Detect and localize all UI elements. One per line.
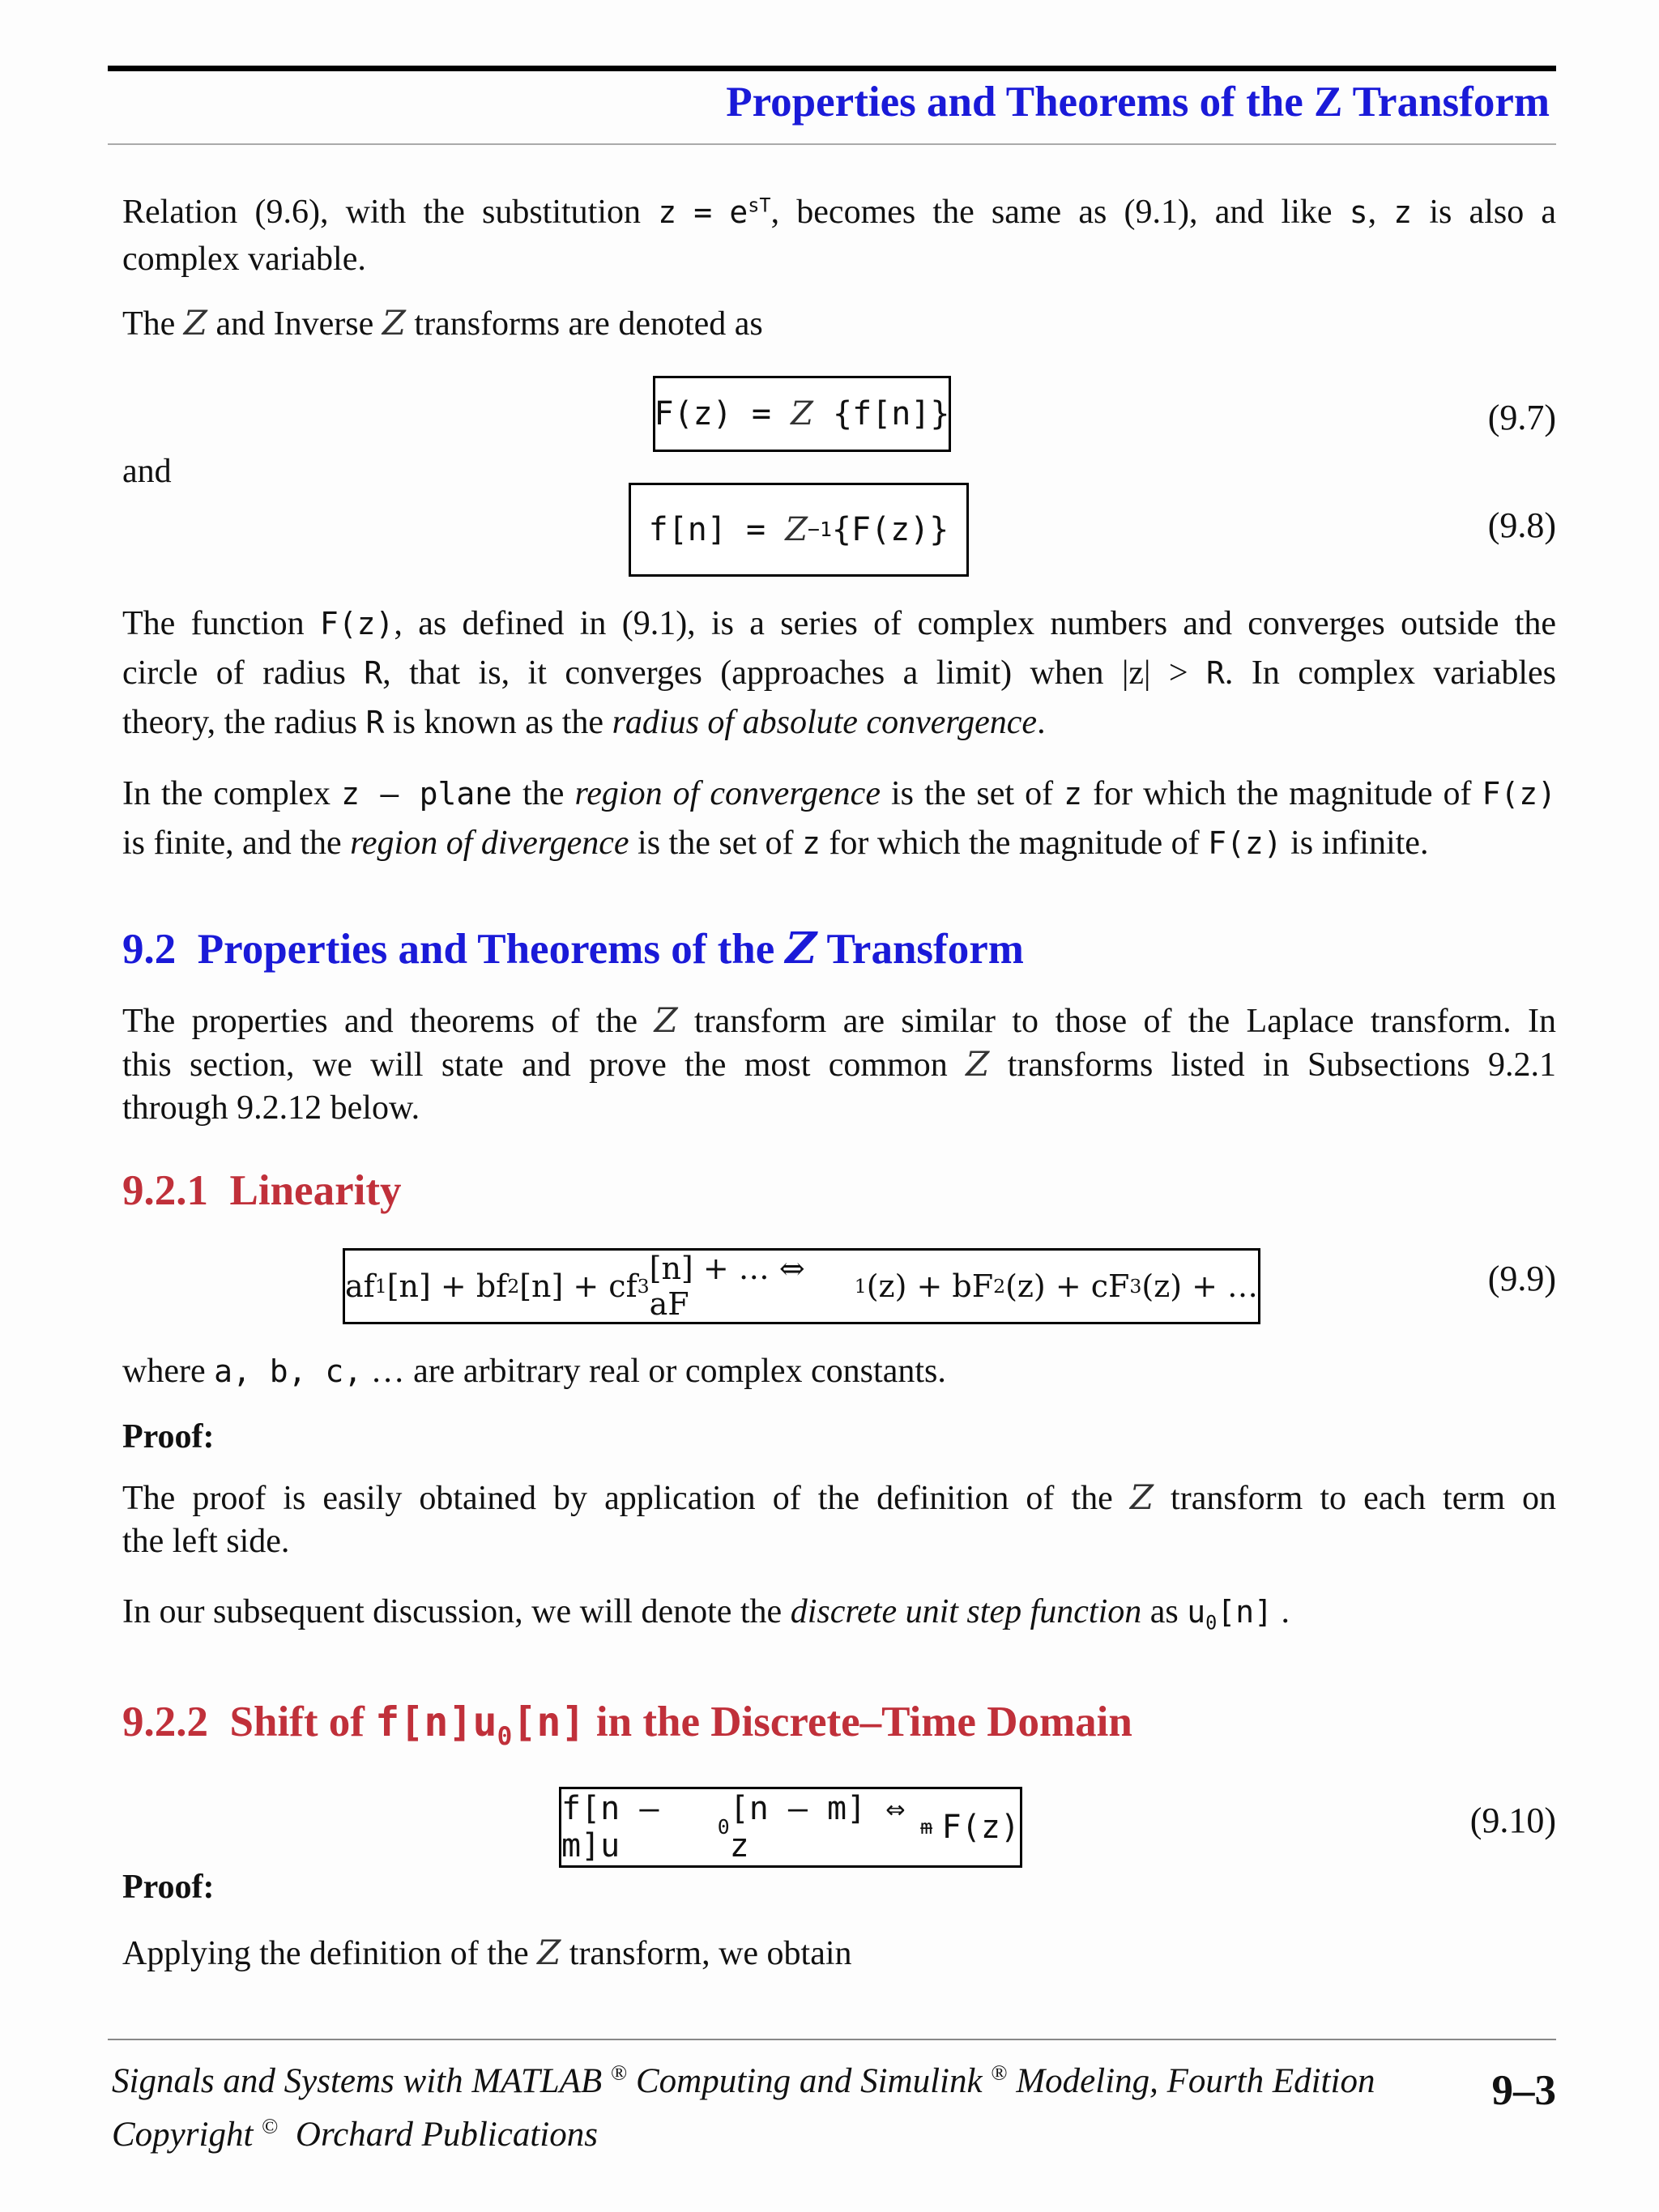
paragraph-proof-line2: the left side. [122,1523,290,1560]
footer-copyright: Copyright © Orchard Publications [112,2113,598,2154]
equation-box-9-7: F(z) = Z {f[n]} [653,376,951,452]
paragraph-function-line3: theory, the radius R is known as the radius of absolute convergence. [122,704,1046,741]
paragraph-unit-step: In our subsequent discussion, we will denote the discrete unit step function as $u_0[n]$ . [122,1593,1290,1634]
proof-label: Proof: [122,1869,215,1906]
section-heading-9-2-2: 9.2.2 Shift of $f[n]u_0[n]$ in the Discrete–Time Domain [122,1698,1132,1751]
paragraph-relation-line2: complex variable. [122,241,366,278]
equation-number-9-7: (9.7) [1487,398,1556,437]
header-top-rule [108,66,1556,71]
paragraph-arbitrary-constants: where a, b, c, … are arbitrary real or complex constants. [122,1353,946,1390]
equation-number-9-8: (9.8) [1487,505,1556,545]
section-heading-9-2: 9.2 Properties and Theorems of the Z Transform [122,923,1024,974]
paragraph-properties-line2: this section, we will state and prove the most common Z transforms listed in Subsections 9.2.1 [122,1044,1557,1084]
paragraph-properties-line1: The properties and theorems of the Z transform are similar to those of the Laplace transform. In [122,1000,1556,1040]
paragraph-proof-line1: The proof is easily obtained by application of the definition of the Z transform to each term on [122,1477,1557,1517]
paragraph-applying-definition: Applying the definition of the Z transform, we obtain [122,1933,852,1972]
paragraph-function-line1: The function F(z), as defined in (9.1), is a series of complex numbers and converges outside the [122,605,1557,642]
paragraph-region-line1: In the complex z – plane the region of convergence is the set of z for which the magnitude of F(z) [122,775,1557,812]
z-script-symbol: Z [183,303,207,343]
proof-label: Proof: [122,1418,215,1455]
paragraph-region-line2: is finite, and the region of divergence is the set of z for which the magnitude of F(z) is infinite. [122,825,1429,862]
page-number: 9–3 [1491,2067,1556,2114]
paragraph-transforms-denoted: The Z and Inverse Z transforms are denoted as [122,303,763,343]
footer-book-title: Signals and Systems with MATLAB ® Computing and Simulink ® Modeling, Fourth Edition [112,2060,1375,2100]
paragraph-relation-9-6: Relation (9.6), with the substitution $z = e^{sT}$, becomes the same as (9.1), and like s, z is also a [122,194,1557,231]
paragraph-function-line2: circle of radius R, that is, it converges (approaches a limit) when |z| > R. In complex variables [122,654,1557,692]
equation-number-9-10: (9.10) [1469,1801,1556,1840]
equation-number-9-9: (9.9) [1487,1259,1556,1298]
and-word: and [122,453,172,490]
equation-box-9-9: af 1 [n] + bf 2 [n] + cf 3 [n] + … ⇔ aF 1 (z) + bF 2 (z) + cF 3 (z) + … [343,1248,1260,1324]
z-script-symbol: Z [382,303,406,343]
paragraph-properties-line3: through 9.2.12 below. [122,1089,420,1127]
equation-box-9-8: f[n] = Z −1 {F(z)} [629,483,969,577]
section-heading-9-2-1: 9.2.1 Linearity [122,1167,402,1214]
equation-box-9-10: f[n – m]u 0 [n – m] ⇔ z –m F(z) [559,1787,1022,1868]
running-header-title: Properties and Theorems of the Z Transform [726,79,1550,126]
header-bottom-rule [108,143,1556,145]
footer-rule [108,2039,1556,2040]
